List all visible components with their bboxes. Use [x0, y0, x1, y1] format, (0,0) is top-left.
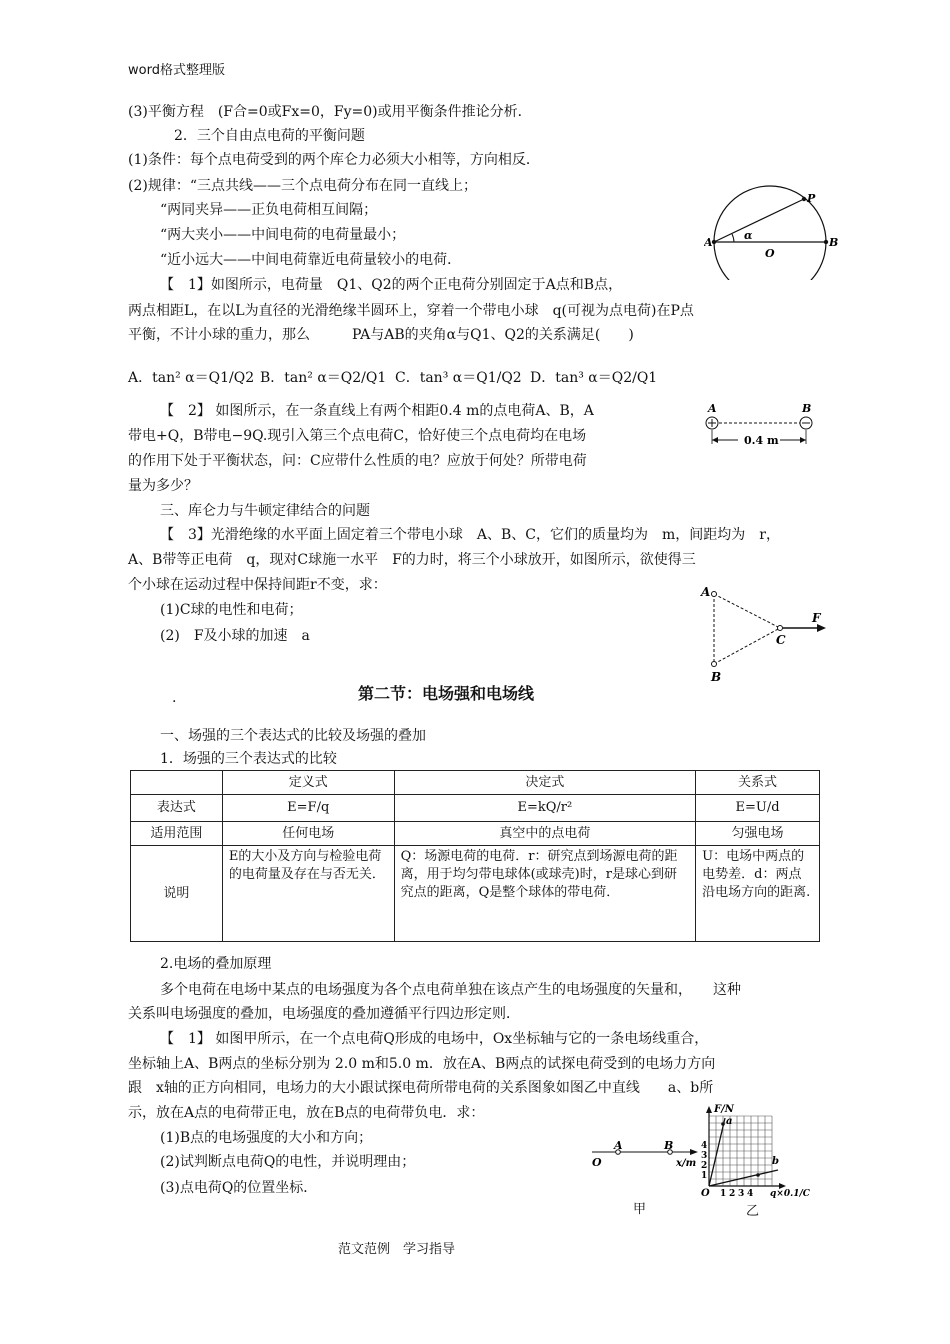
table-cell: 决定式 [394, 771, 696, 795]
table-cell: E的大小及方向与检验电荷的电荷量及存在与否无关． [222, 846, 394, 942]
option-c: C．tan³ α＝Q1/Q2 [395, 370, 522, 386]
caption-yi: 乙 [746, 1204, 760, 1219]
text-line: 的作用下处于平衡状态，问：C应带什么性质的电？应放于何处？所带电荷 [128, 453, 587, 469]
circle-figure [704, 184, 844, 280]
x-tick: 1 [720, 1189, 727, 1198]
x-tick: 4 [747, 1189, 754, 1198]
text-line: 跟 x轴的正方向相同，电场力的大小跟试探电荷所带电荷的关系图象如图乙中直线 a、b所 [128, 1080, 714, 1096]
table-cell: U：电场中两点的电势差．d：两点沿电场方向的距离. [696, 846, 820, 942]
page-footer: 范文范例 学习指导 [338, 1242, 456, 1257]
label-b: B [664, 1139, 674, 1152]
label-origin: O [701, 1188, 710, 1198]
graph-figure [700, 1104, 830, 1198]
label-a: A [614, 1139, 623, 1152]
triangle-figure [698, 580, 838, 688]
comparison-table [130, 770, 820, 942]
section-title: 第二节：电场强和电场线 [358, 684, 535, 703]
text-line: 多个电荷在电场中某点的电场强度为各个点电荷单独在该点产生的电场强度的矢量和， 这种 [160, 982, 741, 998]
text-line: “近小远大——中间电荷靠近电荷量较小的电荷． [160, 252, 462, 268]
table-row [131, 846, 820, 942]
text-line: 关系叫电场强度的叠加，电场强度的叠加遵循平行四边形定则． [128, 1006, 520, 1022]
label-a: A [704, 236, 713, 249]
text-line: 【 2】 如图所示，在一条直线上有两个相距0.4 m的点电荷A、B，A [160, 403, 594, 419]
axis-figure [588, 1138, 708, 1174]
table-row [131, 771, 820, 795]
text-line: 2．三个自由点电荷的平衡问题 [160, 128, 365, 144]
label-c: C [776, 633, 786, 647]
text-line: 【 1】 如图甲所示，在一个点电荷Q形成的电场中，Ox坐标轴与它的一条电场线重合， [160, 1031, 709, 1047]
label-o: O [765, 247, 775, 260]
table-cell: 任何电场 [222, 822, 394, 846]
label-f: F/N [714, 1104, 734, 1115]
text-line: 个小球在运动过程中保持间距r不变，求： [128, 577, 387, 593]
label-a: A [701, 585, 711, 599]
option-a: A．tan² α＝Q1/Q2 [128, 370, 255, 386]
text-line: 两点相距L，在以L为直径的光滑绝缘半圆环上，穿着一个带电小球 q(可视为点电荷)在P点 [128, 303, 694, 319]
text-line: (1)条件：每个点电荷受到的两个库仑力必须大小相等，方向相反． [128, 152, 540, 168]
text-line: (2)规律：“三点共线——三个点电荷分布在同一直线上； [128, 178, 477, 194]
text-line: 一、场强的三个表达式的比较及场强的叠加 [160, 728, 426, 744]
table-cell [131, 771, 223, 795]
table-cell: E=F/q [222, 795, 394, 822]
section-dot: . [172, 690, 177, 706]
text-line: 【 1】如图所示，电荷量 Q1、Q2的两个正电荷分别固定于A点和B点， [160, 277, 623, 293]
table-cell: E=U/d [696, 795, 820, 822]
text-line: (2)试判断点电荷Q的电性，并说明理由； [160, 1154, 416, 1170]
table-cell: 匀强电场 [696, 822, 820, 846]
x-tick: 3 [738, 1189, 745, 1198]
caption-jia: 甲 [633, 1202, 647, 1217]
y-tick: 1 [701, 1171, 708, 1181]
table-row [131, 822, 820, 846]
text-line: 带电+Q，B带电−9Q.现引入第三个点电荷C，恰好使三个点电荷均在电场 [128, 428, 587, 444]
text-line: (3)平衡方程 (F合=0或Fx=0，Fy=0)或用平衡条件推论分析． [128, 104, 532, 120]
text-line: “两同夹异——正负电荷相互间隔； [160, 202, 378, 218]
label-b: B [802, 402, 812, 415]
text-line: (1)C球的电性和电荷； [160, 602, 303, 618]
text-line: (1)B点的电场强度的大小和方向； [160, 1130, 373, 1146]
text-line: (3)点电荷Q的位置坐标． [160, 1180, 318, 1196]
page-header: word格式整理版 [128, 63, 225, 78]
y-tick: 2 [701, 1161, 708, 1171]
text-line: 量为多少？ [128, 478, 198, 494]
option-d: D．tan³ α＝Q2/Q1 [530, 370, 658, 386]
label-a: A [708, 402, 717, 415]
text-line: 1．场强的三个表达式的比较 [160, 751, 337, 767]
text-line: 平衡，不计小球的重力，那么 PA与AB的夹角α与Q1、Q2的关系满足( ) [128, 327, 634, 343]
text-line: 坐标轴上A、B两点的坐标分别为 2.0 m和5.0 m．放在A、B两点的试探电荷受到的电场力方向 [128, 1056, 716, 1072]
table-row [131, 795, 820, 822]
table-cell: 定义式 [222, 771, 394, 795]
table-cell: 说明 [131, 846, 223, 942]
label-f: F [812, 611, 821, 625]
table-cell: E=kQ/r² [394, 795, 696, 822]
text-line: 2.电场的叠加原理 [160, 956, 272, 972]
text-line: 【 3】光滑绝缘的水平面上固定着三个带电小球 A、B、C，它们的质量均为 m，间距均为 r， [160, 527, 780, 543]
label-x: x/m [676, 1158, 697, 1169]
label-p: P [807, 192, 816, 205]
text-line: 示，放在A点的电荷带正电，放在B点的电荷带负电．求： [128, 1105, 485, 1121]
table-cell: 表达式 [131, 795, 223, 822]
table-cell: Q：场源电荷的电荷．r：研究点到场源电荷的距离，用于均匀带电球体(或球壳)时，r是球心到研究点的距离，Q是整个球体的带电荷． [394, 846, 696, 942]
text-line: (2) F及小球的加速 a [160, 628, 310, 644]
y-tick: 3 [701, 1151, 708, 1161]
table-cell: 适用范围 [131, 822, 223, 846]
text-line: 三、库仑力与牛顿定律结合的问题 [160, 503, 370, 519]
x-tick: 2 [729, 1189, 736, 1198]
label-line-a: a [726, 1116, 733, 1127]
label-alpha: α [744, 229, 753, 242]
text-line: A、B带等正电荷 q，现对C球施一水平 F的力时，将三个小球放开，如图所示，欲使得三 [128, 552, 696, 568]
table-cell: 关系式 [696, 771, 820, 795]
y-tick: 4 [701, 1141, 708, 1151]
text-line: “两大夹小——中间电荷的电荷量最小； [160, 227, 406, 243]
label-o: O [592, 1156, 602, 1169]
table-cell: 真空中的点电荷 [394, 822, 696, 846]
label-b: B [711, 670, 722, 684]
label-x: q×0.1/C [770, 1189, 810, 1198]
option-b: B．tan² α＝Q2/Q1 [260, 370, 387, 386]
label-b: B [829, 236, 839, 249]
label-line-b: b [772, 1156, 779, 1167]
line-figure [700, 400, 820, 452]
label-distance: 0.4 m [744, 434, 779, 447]
